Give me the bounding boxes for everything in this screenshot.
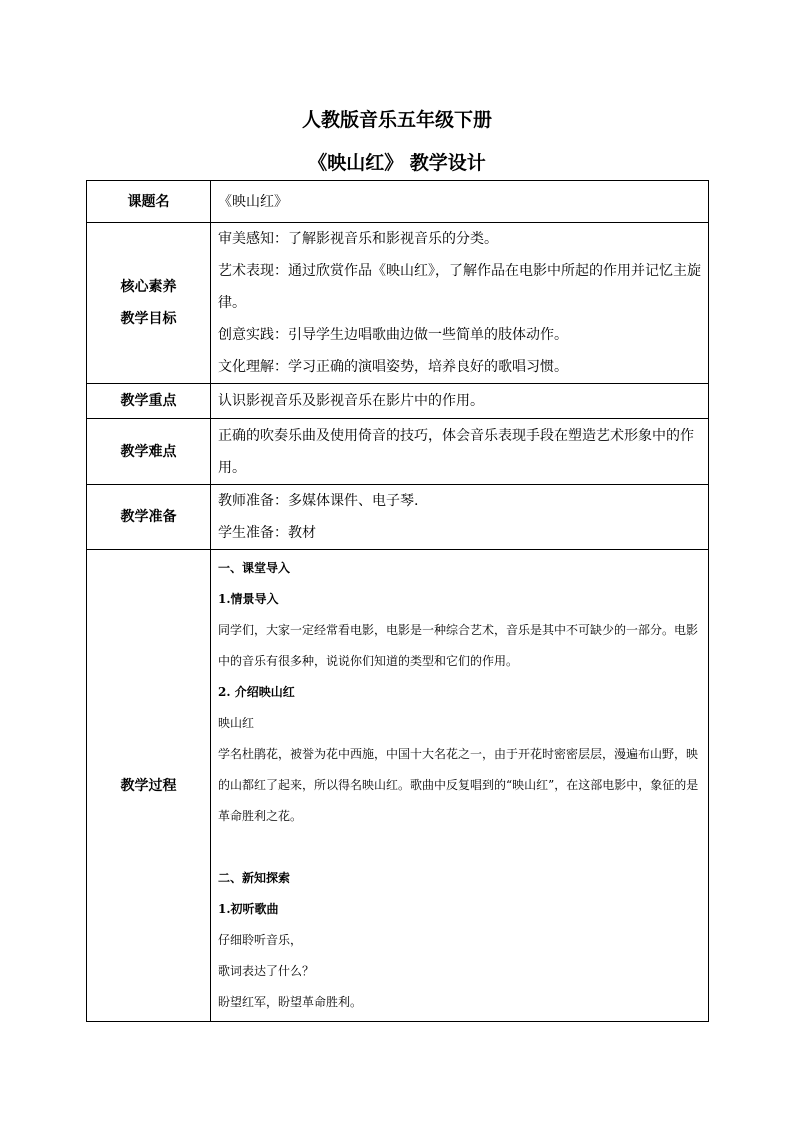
table-row-goals xyxy=(87,223,709,384)
goals-content xyxy=(211,223,709,384)
table-row-process xyxy=(87,550,709,1022)
document-subtitle: 《映山红》 教学设计 xyxy=(308,152,486,174)
table-row-difficulty xyxy=(87,419,709,485)
table-row-topic xyxy=(87,181,709,223)
flower-paragraph: 学名杜鹃花，被誉为花中西施，中国十大名花之一，由于开花时密密层层，漫遍布山野，映的山都红了起来，所以得名映山红。歌曲中反复唱到的“映山红”，在这部电影中，象征的是革命胜利之花。 xyxy=(218,747,699,823)
topic-label: 课题名 xyxy=(87,181,211,223)
goal-creative: 创意实践：引导学生边唱歌曲边做一些简单的肢体动作。 xyxy=(218,327,568,343)
prep-student: 学生准备：教材 xyxy=(218,525,316,541)
item-heading-flower: 2. 介绍映山红 xyxy=(218,685,295,699)
goal-aesthetic: 审美感知：了解影视音乐和影视音乐的分类。 xyxy=(218,231,498,247)
prep-label: 教学准备 xyxy=(87,485,211,550)
focus-value: 认识影视音乐及影视音乐在影片中的作用。 xyxy=(211,384,709,419)
table-row-prep xyxy=(87,485,709,550)
spacer xyxy=(218,832,704,863)
process-content xyxy=(211,550,709,1022)
section-heading-explore: 二、新知探索 xyxy=(218,871,291,885)
process-label: 教学过程 xyxy=(87,550,211,1022)
item-heading-scene: 1.情景导入 xyxy=(218,592,279,606)
difficulty-label: 教学难点 xyxy=(87,419,211,485)
goal-artistic: 艺术表现：通过欣赏作品《映山红》，了解作品在电影中所起的作用并记忆主旋律。 xyxy=(218,263,701,311)
goal-cultural: 文化理解：学习正确的演唱姿势，培养良好的歌唱习惯。 xyxy=(218,359,568,375)
scene-paragraph: 同学们，大家一定经常看电影，电影是一种综合艺术，音乐是其中不可缺少的一部分。电影中的音乐有很多种，说说你们知道的类型和它们的作用。 xyxy=(218,623,699,668)
difficulty-value: 正确的吹奏乐曲及使用倚音的技巧，体会音乐表现手段在塑造艺术形象中的作用。 xyxy=(211,419,709,485)
table-row-focus xyxy=(87,384,709,419)
flower-name: 映山红 xyxy=(218,716,255,730)
section-heading-intro: 一、课堂导入 xyxy=(218,561,291,575)
prep-content xyxy=(211,485,709,550)
lesson-plan-table xyxy=(86,180,709,1022)
goals-label-line1: 核心素养 xyxy=(120,279,177,295)
goals-label xyxy=(87,223,211,384)
listen-line-3: 盼望红军，盼望革命胜利。 xyxy=(218,995,363,1009)
prep-teacher: 教师准备：多媒体课件、电子琴. xyxy=(218,493,419,509)
document-title: 人教版音乐五年级下册 xyxy=(301,109,492,131)
topic-value: 《映山红》 xyxy=(211,181,709,223)
goals-label-line2: 教学目标 xyxy=(120,311,177,327)
listen-line-2: 歌词表达了什么？ xyxy=(218,964,315,978)
item-heading-listen: 1.初听歌曲 xyxy=(218,902,279,916)
listen-line-1: 仔细聆听音乐， xyxy=(218,933,303,947)
focus-label: 教学重点 xyxy=(87,384,211,419)
